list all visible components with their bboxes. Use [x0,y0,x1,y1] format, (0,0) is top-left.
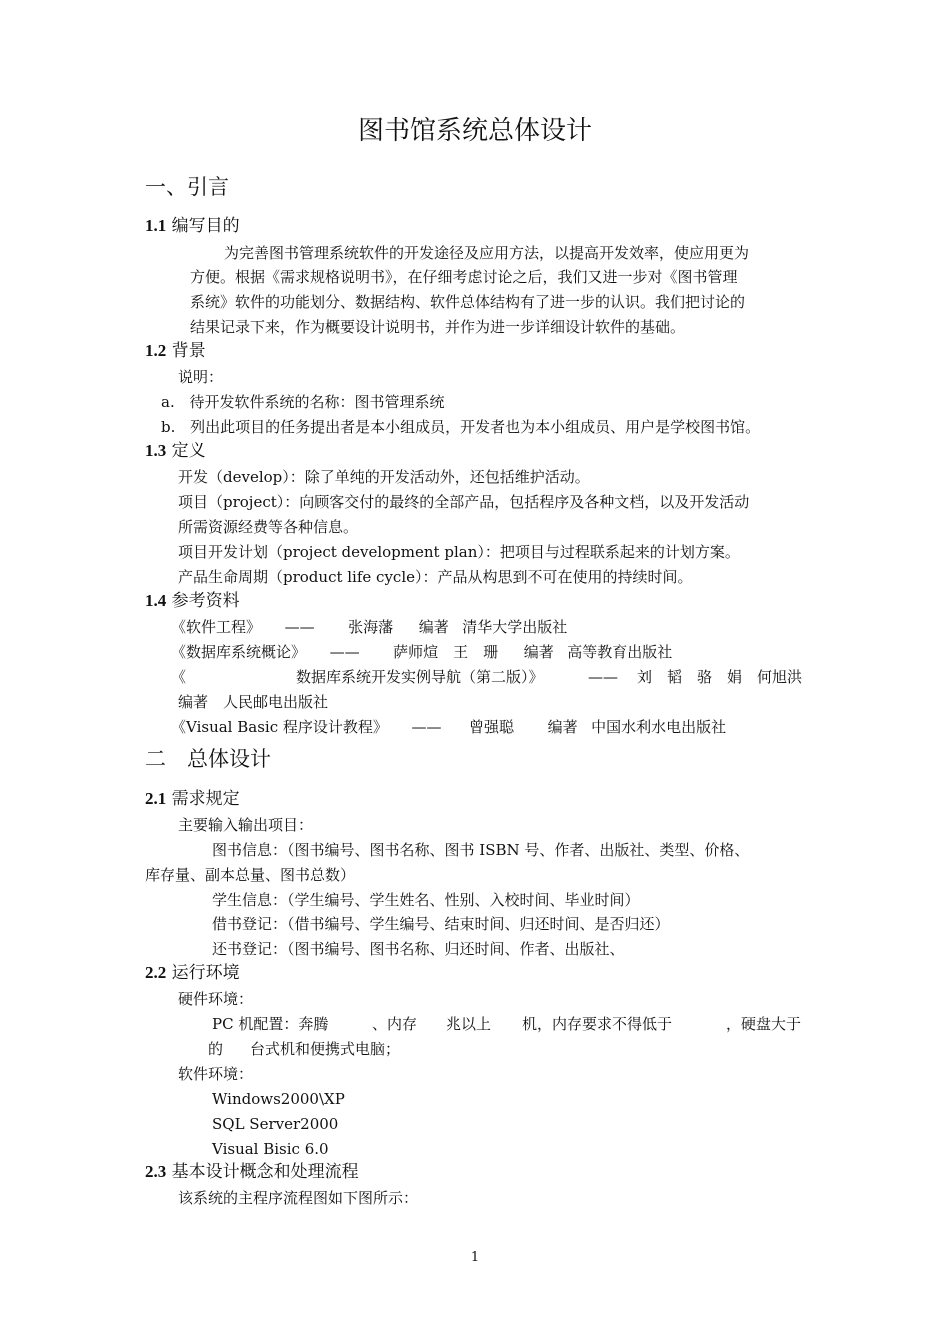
page-number: 1 [470,1250,480,1265]
reference-role: 编著 [547,718,578,736]
software-item: Visual Bisic 6.0 [212,1140,329,1158]
section-1-1-heading [145,215,240,237]
reference-role: 编著 [523,643,554,661]
section-title: 需求规定 [171,789,240,809]
paragraph-line: 还书登记：（图书编号、图书名称、归还时间、作者、出版社、 [212,940,625,958]
paragraph-line: 为完善图书管理系统软件的开发途径及应用方法，以提高开发效率，使应用更为 [224,244,750,262]
paragraph-line: 库存量、副本总量、图书总数） [145,866,356,884]
reference-open-bracket: 《 [171,668,187,686]
reference-author: 刘 韬 骆 娟 何旭洪 [637,668,803,686]
reference-book: 数据库系统开发实例导航（第二版）》 [296,668,544,686]
paragraph-line: 学生信息：（学生编号、学生姓名、性别、入校时间、毕业时间） [212,891,640,909]
section-title: 定义 [171,441,206,461]
pc-config-part: 兆以上 [446,1015,492,1033]
reference-item [171,617,567,637]
section-number: 2.3 [145,1162,167,1181]
paragraph-line: 图书信息：（图书编号、图书名称、图书 ISBN 号、作者、出版社、类型、价格、 [212,841,750,859]
paragraph-line: 软件环境： [178,1065,254,1083]
reference-dash: —— [411,718,442,736]
reference-continuation: 编著 人民邮电出版社 [178,693,329,711]
list-item [161,392,445,412]
section-1-2-heading [145,340,206,362]
reference-item [171,717,726,737]
list-marker: b. [161,418,176,436]
reference-role: 编著 [418,618,449,636]
reference-publisher: 清华大学出版社 [462,618,568,636]
reference-book: 《软件工程》 [171,618,262,636]
pc-config-part: ，硬盘大于 [726,1015,802,1033]
paragraph-line: 系统》软件的功能划分、数据结构、软件总体结构有了进一步的认识。我们把讨论的 [190,293,746,311]
pc-config-part: 台式机和便携式电脑； [250,1040,401,1058]
reference-publisher: 中国水利水电出版社 [591,718,727,736]
reference-author: 萨师煊 王 珊 [393,643,499,661]
list-marker: a. [161,393,175,411]
section-title: 参考资料 [171,591,240,611]
section-title: 基本设计概念和处理流程 [171,1162,359,1182]
reference-dash: —— [284,618,315,636]
reference-author: 张海藩 [348,618,394,636]
pc-config-part: 机，内存要求不得低于 [522,1015,673,1033]
paragraph-line: 说明： [178,368,224,386]
list-text: 列出此项目的任务提出者是本小组成员，开发者也为本小组成员、用户是学校图书馆。 [190,418,761,436]
section-2-3-heading [145,1161,359,1183]
paragraph-line: 硬件环境： [178,990,254,1008]
paragraph-line: 项目（project）：向顾客交付的最终的全部产品，包括程序及各种文档，以及开发活动 [178,493,750,511]
section-1-4-heading [145,590,240,612]
section-number: 1.4 [145,591,167,610]
section-number: 1.3 [145,441,167,460]
paragraph-line: 该系统的主程序流程图如下图所示： [178,1189,419,1207]
pc-config-part: PC 机配置：奔腾 [212,1015,329,1033]
paragraph-line: 主要输入输出项目： [178,816,314,834]
section-number: 1.2 [145,341,167,360]
software-item: SQL Server2000 [212,1115,339,1133]
paragraph-line: 结果记录下来，作为概要设计说明书，并作为进一步详细设计软件的基础。 [190,318,686,336]
reference-book: 《Visual Basic 程序设计教程》 [171,718,388,736]
software-item: Windows2000\XP [212,1090,345,1108]
document-title: 图书馆系统总体设计 [357,116,592,146]
section-title: 运行环境 [171,963,240,983]
paragraph-line: 开发（develop）：除了单纯的开发活动外，还包括维护活动。 [178,468,590,486]
section-2-2-heading [145,962,240,984]
reference-item [171,642,672,662]
paragraph-line: 方便。根据《需求规格说明书》，在仔细考虑讨论之后，我们又进一步对《图书管理 [190,268,738,286]
pc-config-part: 、内存 [372,1015,418,1033]
section-number: 1.1 [145,216,167,235]
reference-dash: —— [329,643,360,661]
list-text: 待开发软件系统的名称：图书管理系统 [189,393,445,411]
list-item [161,417,760,437]
pc-config-part: 的 [208,1040,224,1058]
section-2-heading: 二 总体设计 [145,747,271,771]
paragraph-line: 借书登记：（借书编号、学生编号、结束时间、归还时间、是否归还） [212,915,670,933]
reference-dash: —— [588,668,618,686]
section-2-1-heading [145,788,240,810]
section-1-heading: 一、引言 [145,175,229,199]
reference-book: 《数据库系统概论》 [171,643,307,661]
section-number: 2.2 [145,963,167,982]
section-title: 编写目的 [171,216,240,236]
paragraph-line: 所需资源经费等各种信息。 [178,518,359,536]
section-1-3-heading [145,440,206,462]
section-title: 背景 [171,341,206,361]
paragraph-line: 项目开发计划（project development plan）：把项目与过程联系起来的计划方案。 [178,543,740,561]
reference-author: 曾强聪 [469,718,515,736]
reference-publisher: 高等教育出版社 [567,643,673,661]
section-number: 2.1 [145,789,167,808]
paragraph-line: 产品生命周期（product life cycle）：产品从构思到不可在使用的持续时间。 [178,568,693,586]
